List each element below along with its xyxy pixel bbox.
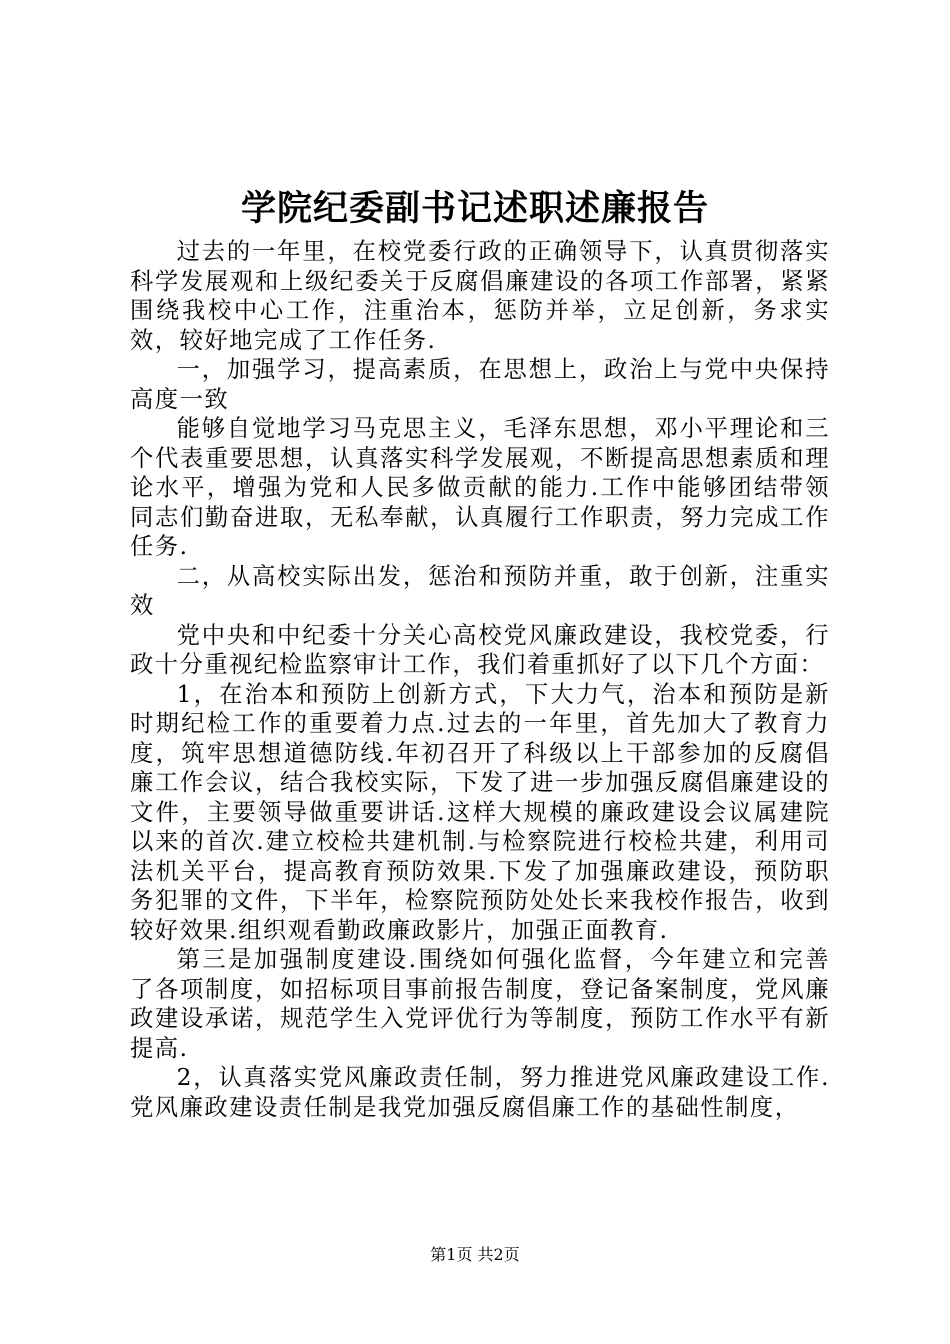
section-heading-one: 一，加强学习，提高素质，在思想上，政治上与党中央保持高度一致 — [130, 356, 830, 413]
paragraph-study: 能够自觉地学习马克思主义，毛泽东思想，邓小平理论和三个代表重要思想，认真落实科学发展观，不断提高思想素质和理论水平，增强为党和人民多做贡献的能力.工作中能够团结带领同志们勤奋进取，无私奉献，认真履行工作职责，努力完成工作任务. — [130, 415, 830, 560]
section-heading-two: 二，从高校实际出发，惩治和预防并重，敢于创新，注重实效 — [130, 562, 830, 619]
document-body — [130, 237, 830, 1122]
page-footer: 第1页 共2页 — [430, 1245, 520, 1264]
paragraph-item-one: 1，在治本和预防上创新方式，下大力气，治本和预防是新时期纪检工作的重要着力点.过去的一年里，首先加大了教育力度，筑牢思想道德防线.年初召开了科级以上干部参加的反腐倡廉工作会议，结合我校实际，下发了进一步加强反腐倡廉建设的文件，主要领导做重要讲话.这样大规模的廉政建设会议属建院以来的首次.建立校检共建机制.与检察院进行校检共建，利用司法机关平台，提高教育预防效果.下发了加强廉政建设，预防职务犯罪的文件，下半年，检察院预防处处长来我校作报告，收到较好效果.组织观看勤政廉政影片，加强正面教育. — [130, 680, 830, 944]
paragraph-intro: 过去的一年里，在校党委行政的正确领导下，认真贯彻落实科学发展观和上级纪委关于反腐倡廉建设的各项工作部署，紧紧围绕我校中心工作，注重治本，惩防并举，立足创新，务求实效，较好地完成了工作任务. — [130, 238, 830, 354]
paragraph-aspects: 党中央和中纪委十分关心高校党风廉政建设，我校党委，行政十分重视纪检监察审计工作，我们着重抓好了以下几个方面： — [130, 621, 830, 678]
paragraph-system-building: 第三是加强制度建设.围绕如何强化监督，今年建立和完善了各项制度，如招标项目事前报告制度，登记备案制度，党风廉政建设承诺，规范学生入党评优行为等制度，预防工作水平有新提高. — [130, 946, 830, 1062]
paragraph-item-two: 2，认真落实党风廉政责任制，努力推进党风廉政建设工作.党风廉政建设责任制是我党加强反腐倡廉工作的基础性制度， — [130, 1064, 830, 1121]
document-title: 学院纪委副书记述职述廉报告 — [240, 189, 709, 229]
